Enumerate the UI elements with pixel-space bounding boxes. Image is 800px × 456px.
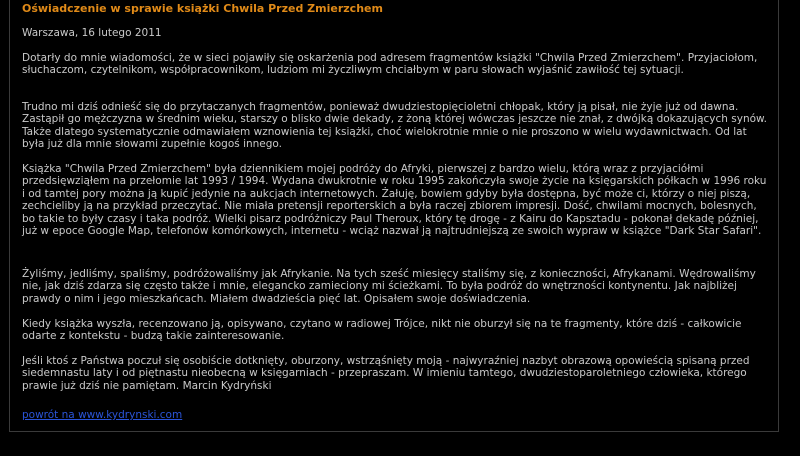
paragraph-1: Dotarły do mnie wiadomości, że w sieci pojawiły się oskarżenia pod adresem fragmentów książki "Chwila Przed Zmierzchem". Przyjaciołom, słuchaczom, czytelnikom, współpracownikom, ludziom mi życzliwym chciałbym w paru słowach wyjaśnić zawiłość tej sytuacji. [22,52,758,77]
page-title: Oświadczenie w sprawie książki Chwila Przed Zmierzchem [22,2,383,15]
paragraph-4: Żyliśmy, jedliśmy, spaliśmy, podróżowaliśmy jak Afrykanie. Na tych sześć miesięcy staliśmy się, z konieczności, Afrykanami. Wędrowaliśmy nie, jak dziś zdarza się często także i mnie, elegancko zamieciony mi ścieżkami. To była podróż do wnętrzności kontynentu. Jak najbliżej prawdy o nim i jego mieszkańcach. Miałem dwadzieścia pięć lat. Opisałem swoje doświadczenia. [22,268,756,305]
paragraph-2: Trudno mi dziś odnieść się do przytaczanych fragmentów, ponieważ dwudziestopięcioletni chłopak, który ją pisał, nie żyje już od dawna. Zastąpił go mężczyzna w średnim wieku, starszy o blisko dwie dekady, z żoną której wówczas jeszcze nie znał, z dwójką dokazujących synów. Także dlatego systematycznie odmawiałem wznowienia tej książki, choć wielokrotnie mnie o nie proszono w wielu wydawnictwach. Od lat była już dla mnie słowami zupełnie kogoś innego. [22,101,768,151]
paragraph-3: Książka "Chwila Przed Zmierzchem" była dziennikiem mojej podróży do Afryki, pierwszej z bardzo wielu, którą wraz z przyjaciółmi przedsięwziąłem na przełomie lat 1993 / 1994. Wydana dwukrotnie w roku 1995 zakończyła swoje życie na księgarskich półkach w 1996 roku i od tamtej pory można ją kupić jedynie na aukcjach internetowych. Żałuję, bowiem gdyby była dostępna, być może ci, którzy o niej piszą, zechcieliby ją na przykład przeczytać. Nie miała pretensji reporterskich a była raczej zbiorem impresji. Dość, chwilami mocnych, bolesnych, bo takie to były czasy i taka podróż. Wielki pisarz podróżniczy Paul Theroux, który tę drogę - z Kairu do Kapsztadu - pokonał dekadę później, już w epoce Google Map, telefonów komórkowych, internetu - wciąż nazwał ją najtrudniejszą ze swoich wypraw w książce "Dark Star Safari". [22,163,767,238]
paragraph-5: Kiedy książka wyszła, recenzowano ją, opisywano, czytano w radiowej Trójce, nikt nie oburzył się na te fragmenty, które dziś - całkowicie odarte z kontekstu - budzą takie zainteresowanie. [22,318,742,343]
back-link[interactable]: powrót na www.kydrynski.com [22,409,183,421]
article-date: Warszawa, 16 lutego 2011 [22,27,162,39]
paragraph-6: Jeśli ktoś z Państwa poczuł się osobiście dotknięty, oburzony, wstrząśnięty moją - najwyraźniej nazbyt obrazową opowieścią spisaną przed siedemnastu laty i od piętnastu nieobecną w księgarniach - przepraszam. W imieniu tamtego, dwudziestoparoletniego człowieka, którego prawie już dziś nie pamiętam. Marcin Kydryński [22,355,750,392]
